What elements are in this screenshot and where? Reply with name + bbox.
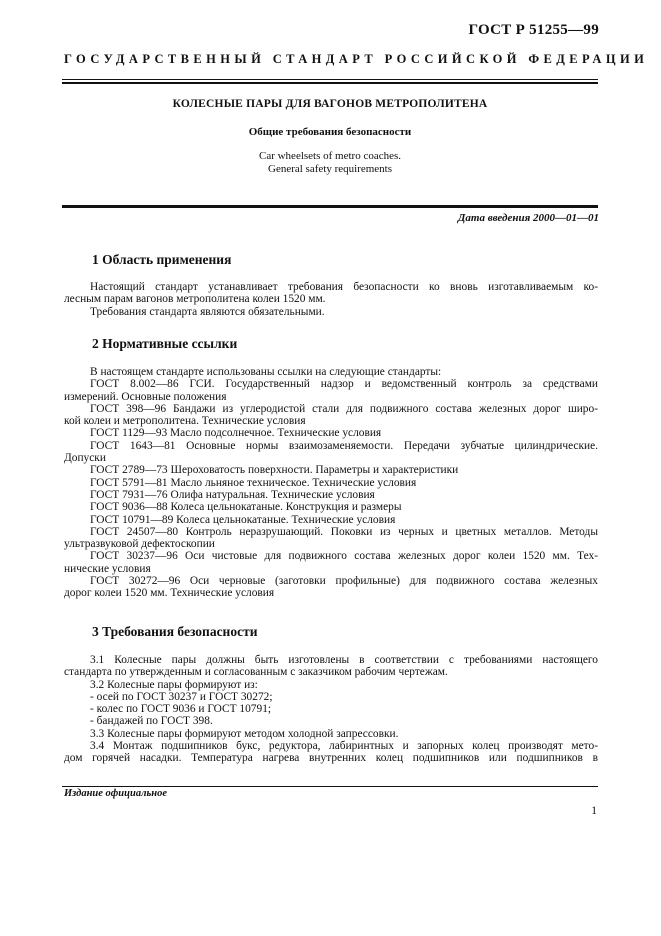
text-line: ГОСТ 1129—93 Масло подсолнечное. Технические условия <box>90 427 382 440</box>
text-line: ГОСТ 9036—88 Колеса цельнокатаные. Конструкция и размеры <box>90 501 402 514</box>
text-line: стандарта по утвержденным и согласованным с заказчиком рабочим чертежам. <box>64 666 448 679</box>
text-line: нические условия <box>64 562 151 575</box>
text-line: ультразвуковой дефектоскопии <box>64 538 215 551</box>
section-2-heading: 2 Нормативные ссылки <box>92 336 238 351</box>
document-subtitle: Общие требования безопасности <box>248 126 412 138</box>
english-title-line-1: Car wheelsets of metro coaches. <box>258 150 402 162</box>
text-line: Настоящий стандарт устанавливает требования безопасности ко вновь изготавливаемым ко- <box>90 281 598 293</box>
text-line: лесным парам вагонов метрополитена колеи 1520 мм. <box>64 293 326 306</box>
section-1-heading: 1 Область применения <box>92 252 232 267</box>
text-line: дом горячей насадки. Температура нагрева внутренних колец подшипников или подшипников в <box>64 752 598 765</box>
text-line: Требования стандарта являются обязательными. <box>90 305 325 318</box>
top-rule-thick <box>62 82 598 84</box>
title-rule <box>62 205 598 208</box>
text-line: ГОСТ 2789—73 Шероховатость поверхности. Параметры и характеристики <box>90 464 459 477</box>
standard-code: ГОСТ Р 51255—99 <box>468 22 599 38</box>
text-line: Допуски <box>64 452 106 465</box>
official-edition-label: Издание официальное <box>64 788 168 799</box>
text-line: ГОСТ 30272—96 Оси черновые (заготовки профильные) для подвижного состава железных <box>90 575 598 588</box>
text-line: ГОСТ 30237—96 Оси чистовые для подвижного состава железных дорог колеи 1520 мм. Тех- <box>90 550 598 563</box>
document-title: КОЛЕСНЫЕ ПАРЫ ДЛЯ ВАГОНОВ МЕТРОПОЛИТЕНА <box>172 98 488 110</box>
text-line: ГОСТ 7931—76 Олифа натуральная. Технические условия <box>90 488 375 501</box>
section-1-body <box>64 281 598 318</box>
english-title <box>62 150 598 176</box>
text-line: ГОСТ 24507—80 Контроль неразрушающий. Поковки из черных и цветных металлов. Методы <box>90 525 598 538</box>
top-rule-thin <box>62 79 598 80</box>
text-line: ГОСТ 8.002—86 ГСИ. Государственный надзор и ведомственный контроль за средствами <box>90 378 598 391</box>
section-3-body <box>64 654 598 765</box>
text-line: измерений. Основные положения <box>64 390 227 403</box>
page-number: 1 <box>591 805 597 817</box>
text-line: - осей по ГОСТ 30237 и ГОСТ 30272; <box>90 690 273 703</box>
section-3-heading: 3 Требования безопасности <box>92 624 258 639</box>
text-line: кой колеи и метрополитена. Технические условия <box>64 415 306 428</box>
text-line: ГОСТ 398—96 Бандажи из углеродистой стали для подвижного состава железных дорог широ- <box>90 402 598 415</box>
text-line: В настоящем стандарте использованы ссылки на следующие стандарты: <box>90 366 442 378</box>
text-line: 3.3 Колесные пары формируют методом холодной запрессовки. <box>90 727 399 740</box>
text-line: ГОСТ 10791—89 Колеса цельнокатаные. Технические условия <box>90 513 396 526</box>
text-line: ГОСТ 1643—81 Основные нормы взаимозаменяемости. Передачи зубчатые цилиндрические. <box>90 439 598 452</box>
section-2-body <box>64 366 598 600</box>
state-standard-title: ГОСУДАРСТВЕННЫЙ СТАНДАРТ РОССИЙСКОЙ ФЕДЕРАЦИИ <box>64 52 649 66</box>
english-title-line-2: General safety requirements <box>268 163 392 175</box>
text-line: дорог колеи 1520 мм. Технические условия <box>64 587 275 600</box>
introduction-date: Дата введения 2000—01—01 <box>457 212 599 224</box>
text-line: ГОСТ 5791—81 Масло льняное техническое. Технические условия <box>90 476 417 489</box>
footer-rule <box>62 786 598 787</box>
text-line: - бандажей по ГОСТ 398. <box>90 715 213 728</box>
text-line: 3.2 Колесные пары формируют из: <box>90 678 258 691</box>
text-line: 3.4 Монтаж подшипников букс, редуктора, лабиринтных и запорных колец производят мето- <box>90 740 598 753</box>
text-line: 3.1 Колесные пары должны быть изготовлены в соответствии с требованиями настоящего <box>90 654 598 666</box>
text-line: - колес по ГОСТ 9036 и ГОСТ 10791; <box>90 703 272 716</box>
